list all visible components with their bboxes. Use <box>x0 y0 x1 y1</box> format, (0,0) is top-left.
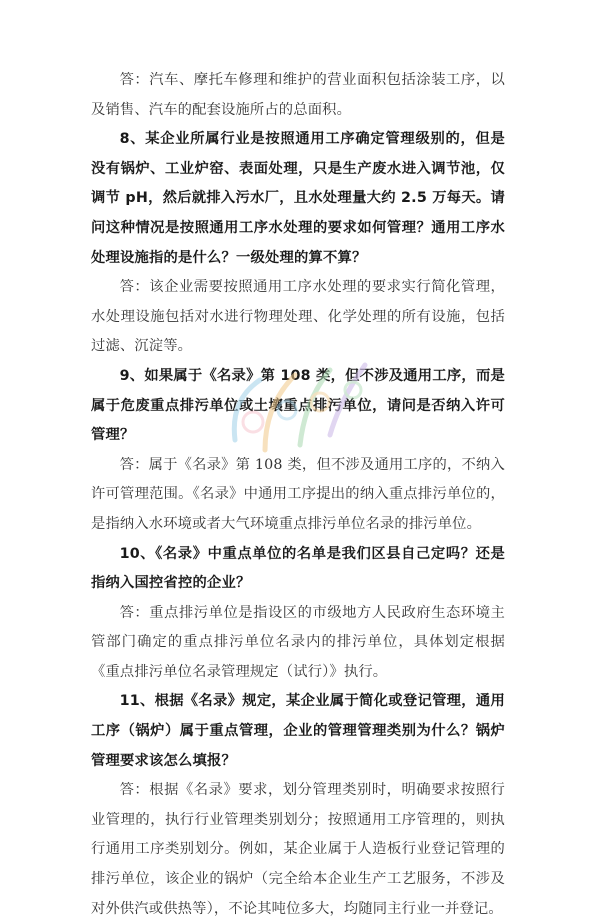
answer-11: 答：根据《名录》要求，划分管理类别时，明确要求按照行业管理的，执行行业管理类别划分；按照通用工序管理的，则执行通用工序类别划分。例如，某企业属于人造板行业登记管理的排污单位，该企业的锅炉（完全给本企业生产工艺服务，不涉及对外供汽或供热等），不论其吨位多大，均随同主行业一并登记。 <box>91 782 505 917</box>
document-body <box>91 66 505 924</box>
answer-8: 答：该企业需要按照通用工序水处理的要求实行简化管理，水处理设施包括对水进行物理处理、化学处理的所有设施，包括过滤、沉淀等。 <box>91 279 505 355</box>
question-11: 11、根据《名录》规定，某企业属于简化或登记管理，通用工序（锅炉）属于重点管理，企业的管理管理类别为什么？锅炉管理要求该怎么填报？ <box>91 693 505 769</box>
question-9: 9、如果属于《名录》第 108 类，但不涉及通用工序，而是属于危废重点排污单位或土壤重点排污单位，请问是否纳入许可管理？ <box>91 367 505 444</box>
answer-paragraph: 答：汽车、摩托车修理和维护的营业面积包括涂装工序，以及销售、汽车的配套设施所占的总面积。 <box>91 72 505 118</box>
question-8: 8、某企业所属行业是按照通用工序确定管理级别的，但是没有锅炉、工业炉窑、表面处理，只是生产废水进入调节池，仅调节 pH，然后就排入污水厂，且水处理量大约 2.5 万每天。请问这种情况是按照通用工序水处理的要求如何管理？通用工序水处理设施指的是什么？一级处理的算不算？ <box>91 131 505 266</box>
question-10: 10、《名录》中重点单位的名单是我们区县自己定吗？还是指纳入国控省控的企业？ <box>91 545 505 592</box>
answer-10: 答：重点排污单位是指设区的市级地方人民政府生态环境主管部门确定的重点排污单位名录内的排污单位，具体划定根据《重点排污单位名录管理规定（试行）》执行。 <box>91 604 505 680</box>
answer-9: 答：属于《名录》第 108 类，但不涉及通用工序的，不纳入许可管理范围。《名录》中通用工序提出的纳入重点排污单位的，是指纳入水环境或者大气环境重点排污单位名录的排污单位。 <box>91 456 505 532</box>
